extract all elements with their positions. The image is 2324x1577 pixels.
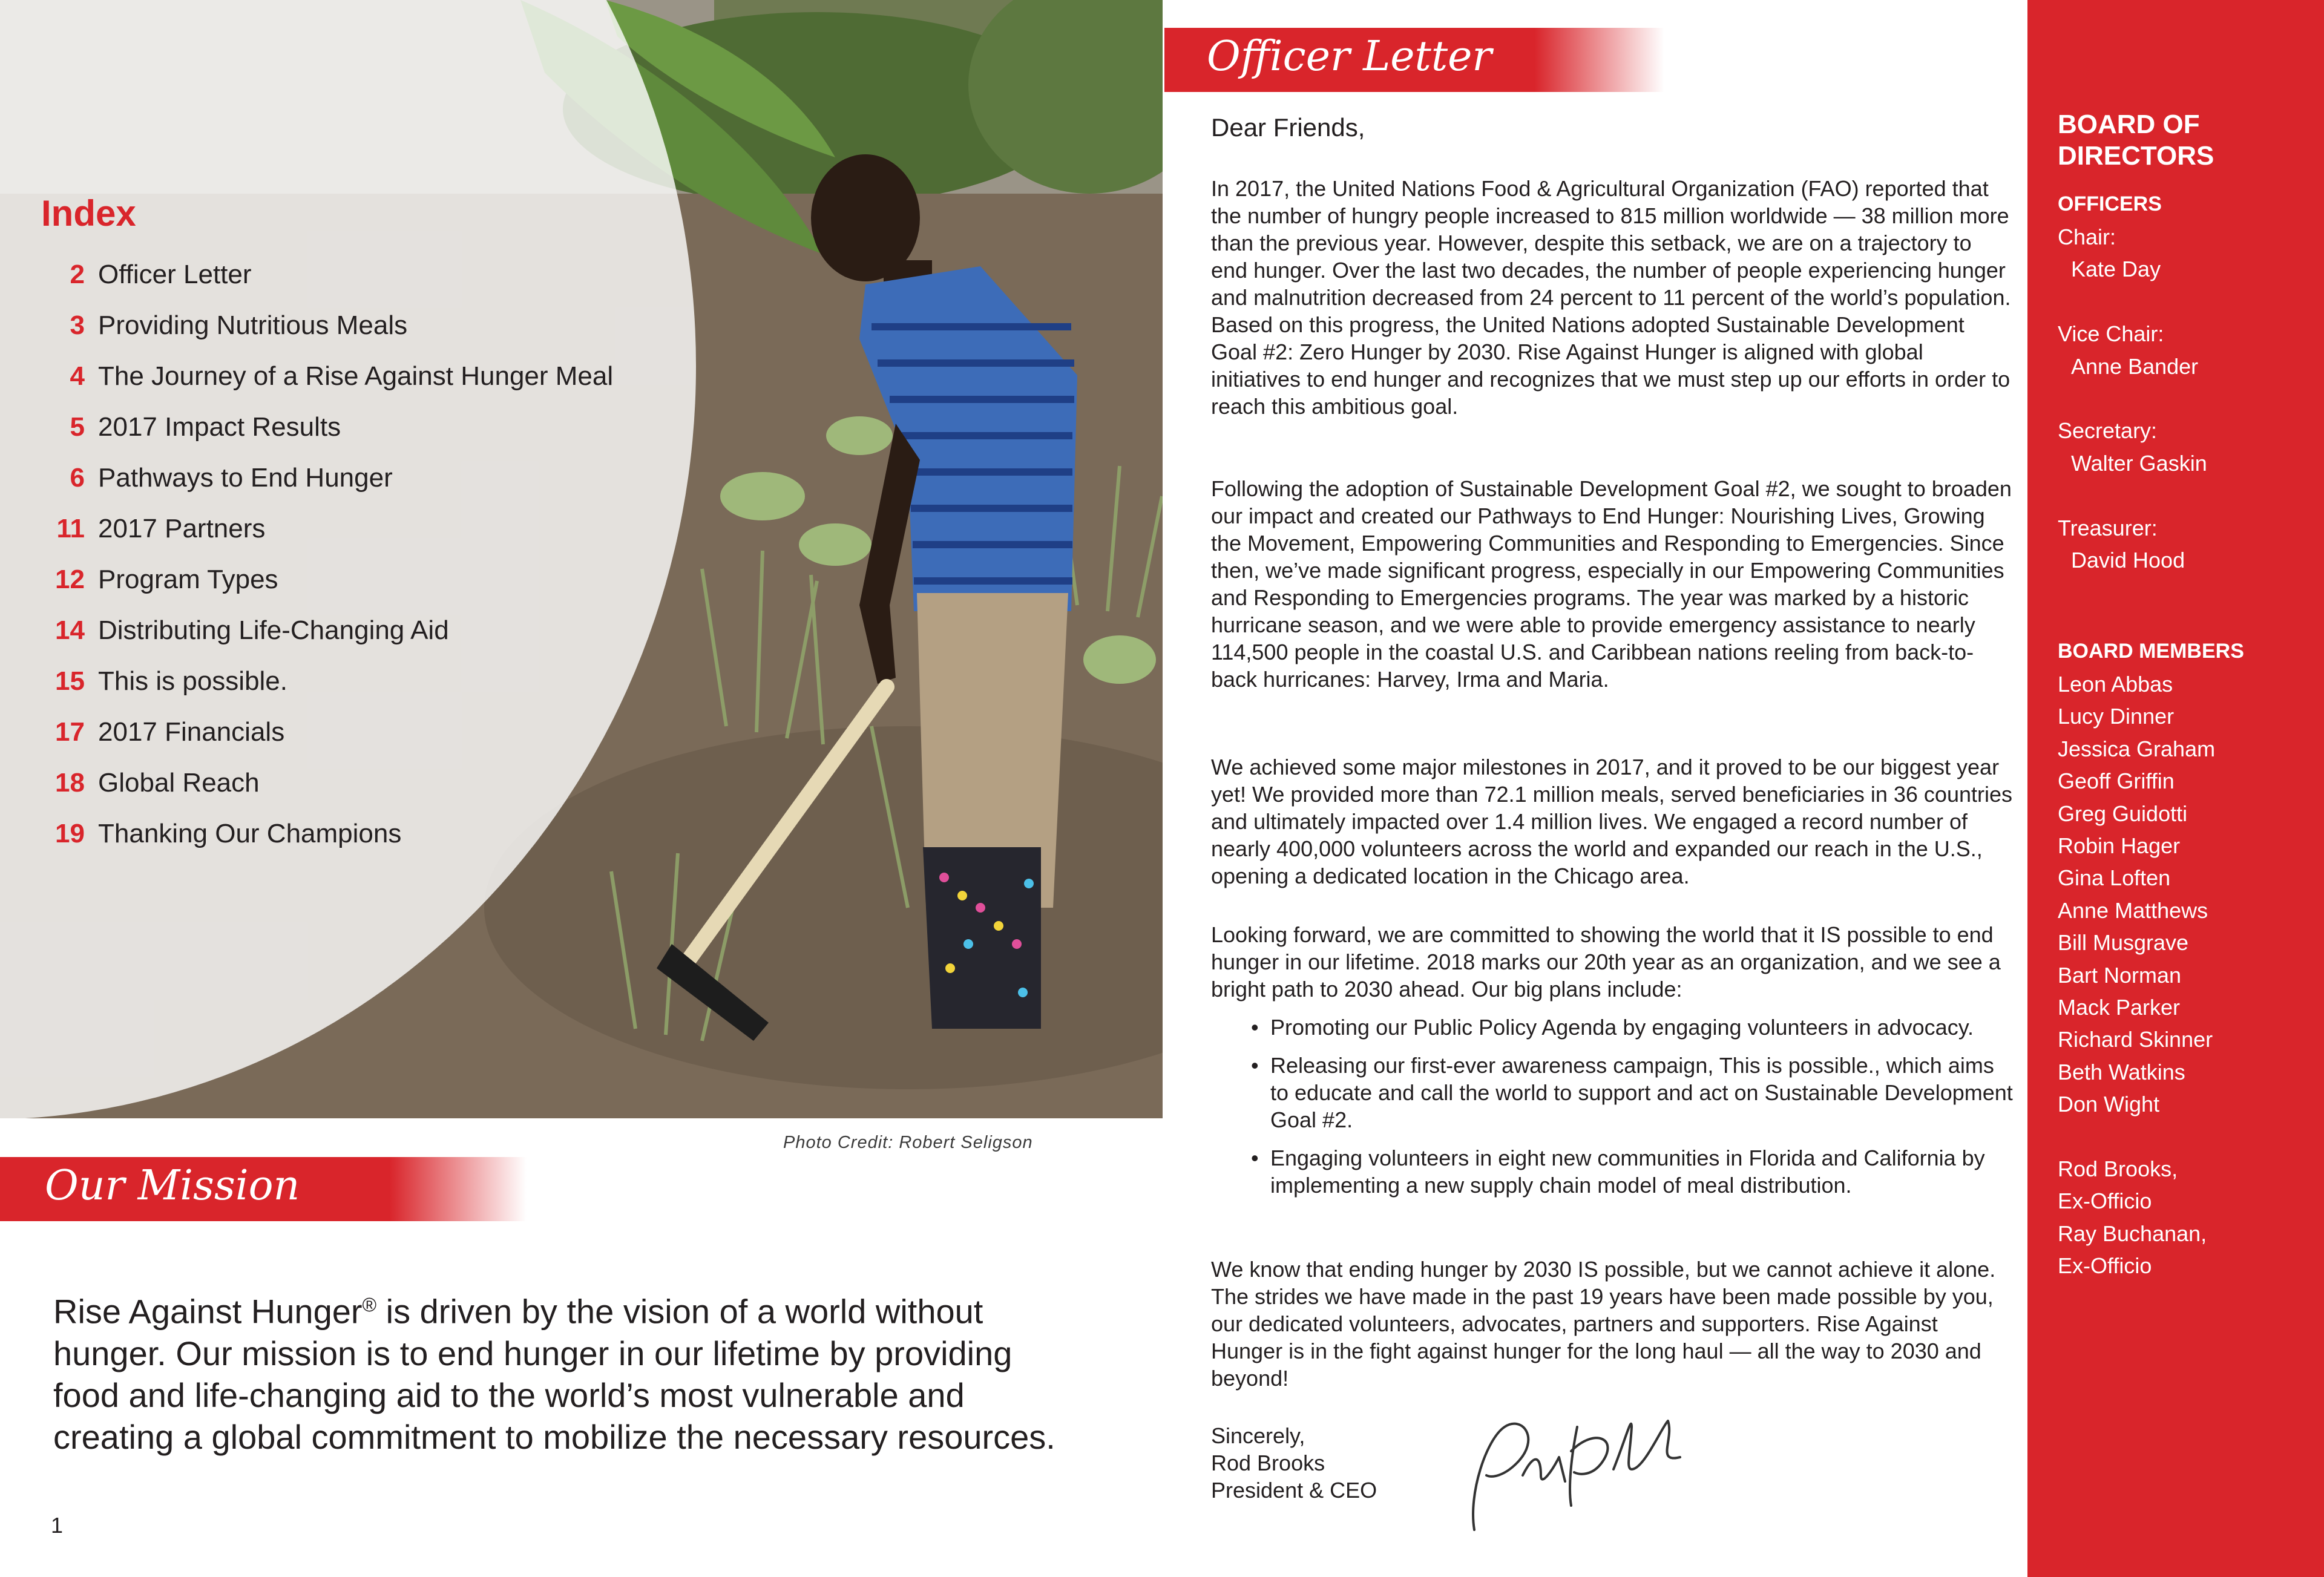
photo-credit: Photo Credit: Robert Seligson — [783, 1133, 1033, 1152]
mission-body: is driven by the vision of a world without hunger. Our mission is to end hunger in our lifetime by providing food and life-changing aid to the world’s most vulnerable and creating a global commitment to mobilize the necessary resources. — [53, 1292, 1055, 1456]
letter-paragraph: In 2017, the United Nations Food & Agricultural Organization (FAO) reported that the number of hungry people increased to 815 million worldwide — 38 million more than the previous year. However, despite this setback, we are on a trajectory to end hunger. Over the last two decades, the number of people experiencing hunger and malnutrition decreased from 24 percent to 11 percent of the world’s population. Based on this progress, the United Nations adopted Sustainable Development Goal #2: Zero Hunger by 2030. Rise Against Hunger is aligned with global initiatives to end hunger and recognizes that we must step up our efforts in order to reach this ambitious goal. — [1211, 176, 2011, 419]
officer-role: Treasurer: — [2058, 515, 2158, 540]
index-page-number: 2 — [70, 260, 85, 289]
index-item[interactable] — [41, 554, 613, 605]
spacer — [2058, 382, 2207, 415]
letter-heading-ribbon — [1164, 28, 1664, 92]
board-member: Don Wight — [2058, 1092, 2160, 1117]
registered-mark: ® — [362, 1294, 377, 1316]
index-page-number: 5 — [70, 412, 85, 442]
index-page-number: 18 — [55, 768, 85, 798]
board-member: Greg Guidotti — [2058, 801, 2188, 826]
index-title: Index — [41, 193, 136, 234]
index-item[interactable] — [41, 503, 613, 554]
index-item[interactable] — [41, 707, 613, 758]
plan-bullet: • Promoting our Public Policy Agenda by engaging volunteers in advocacy. — [1211, 1014, 2014, 1041]
mission-heading-ribbon — [0, 1157, 527, 1221]
board-member: Mack Parker — [2058, 995, 2181, 1020]
signer-title: President & CEO — [1211, 1478, 1377, 1503]
index-item[interactable] — [41, 351, 613, 402]
index-item[interactable] — [41, 605, 613, 656]
index-page-number: 4 — [70, 361, 85, 391]
mission-brand: Rise Against Hunger — [53, 1292, 363, 1331]
index-item-label: Distributing Life-Changing Aid — [98, 615, 449, 645]
index-page-number: 19 — [55, 819, 85, 848]
index-item-label: 2017 Impact Results — [98, 412, 341, 442]
officer-name: Kate Day — [2071, 257, 2161, 282]
index-item-label: This is possible. — [98, 666, 288, 696]
officer-name: Anne Bander — [2071, 353, 2199, 379]
ex-officio-line: Ray Buchanan, — [2058, 1221, 2207, 1246]
board-sidebar — [2027, 0, 2324, 1577]
board-title — [2058, 109, 2214, 172]
board-member: Anne Matthews — [2058, 897, 2208, 923]
ex-officio-line: Ex-Officio — [2058, 1253, 2152, 1279]
index-item-label: Global Reach — [98, 768, 260, 798]
index-item-label: Pathways to End Hunger — [98, 463, 393, 493]
spacer — [2058, 1121, 2215, 1153]
index-item-label: Thanking Our Champions — [98, 819, 402, 848]
index-page-number: 12 — [55, 565, 85, 594]
plan-bullet: • Engaging volunteers in eight new communities in Florida and California by implementing a new supply chain model of meal distribution. — [1211, 1144, 2014, 1199]
index-page-number: 17 — [55, 717, 85, 747]
index-item[interactable] — [41, 249, 613, 300]
page-number-left: 1 — [51, 1513, 64, 1538]
index-item[interactable] — [41, 758, 613, 808]
index-item[interactable] — [41, 402, 613, 453]
mission-statement — [53, 1284, 1070, 1458]
board-member: Bart Norman — [2058, 962, 2182, 988]
board-title-line: BOARD OF — [2058, 110, 2200, 139]
board-member: Robin Hager — [2058, 833, 2181, 859]
signer-name: Rod Brooks — [1211, 1451, 1325, 1475]
index-page-number: 6 — [70, 463, 85, 493]
officer-name: Walter Gaskin — [2071, 450, 2207, 476]
index-item[interactable] — [41, 808, 613, 859]
index-item-label: Officer Letter — [98, 260, 252, 289]
index-page-number: 3 — [70, 310, 85, 340]
spacer — [2058, 286, 2207, 318]
signoff: Sincerely, — [1211, 1423, 1305, 1448]
index-item-label: 2017 Financials — [98, 717, 285, 747]
ex-officio-line: Rod Brooks, — [2058, 1156, 2178, 1182]
index-item-label: 2017 Partners — [98, 514, 266, 543]
index-item-label: Providing Nutritious Meals — [98, 310, 408, 340]
index-item-label: The Journey of a Rise Against Hunger Meal — [98, 361, 614, 391]
spacer — [2058, 479, 2207, 511]
signature-icon — [1450, 1403, 1692, 1539]
plans-list — [1211, 1014, 2014, 1210]
officers-list — [2058, 221, 2207, 576]
letter-salutation: Dear Friends, — [1211, 113, 1365, 142]
board-member: Leon Abbas — [2058, 672, 2173, 697]
board-title-line: DIRECTORS — [2058, 141, 2214, 171]
board-member: Lucy Dinner — [2058, 704, 2175, 729]
officer-role: Secretary: — [2058, 418, 2158, 444]
officer-name: David Hood — [2071, 548, 2185, 573]
officers-heading: OFFICERS — [2058, 192, 2162, 215]
members-list — [2058, 668, 2215, 1282]
officer-role: Vice Chair: — [2058, 321, 2164, 347]
index-item[interactable] — [41, 300, 613, 351]
officer-role: Chair: — [2058, 225, 2116, 249]
closing-paragraph: We know that ending hunger by 2030 IS possible, but we cannot achieve it alone. The strides we have made in the past 19 years have been made possible by you, our dedicated volunteers, advocates, partners and supporters. Rise Against Hunger is in the fight against hunger for the long haul — all the way to 2030 and beyond! — [1211, 1257, 1996, 1391]
board-member: Richard Skinner — [2058, 1027, 2213, 1052]
index-page-number: 15 — [55, 666, 85, 696]
board-member: Gina Loften — [2058, 865, 2171, 891]
index-list — [41, 249, 613, 859]
board-member: Beth Watkins — [2058, 1059, 2185, 1084]
letter-paragraph: Following the adoption of Sustainable Development Goal #2, we sought to broaden our impact and created our Pathways to End Hunger: Nourishing Lives, Growing the Movement, Empowering Communities and Responding to Emergencies. Since then, we’ve made significant progress, especially in our Empowering Communities and Responding to Emergencies programs. The year was marked by a historic hurricane season, and we were able to provide emergency assistance to nearly 114,500 people in the coastal U.S. and Caribbean nations reeling from back-to-back hurricanes: Harvey, Irma and Maria. — [1211, 476, 2012, 692]
members-heading: BOARD MEMBERS — [2058, 640, 2244, 663]
board-member: Jessica Graham — [2058, 736, 2216, 761]
board-member: Bill Musgrave — [2058, 930, 2189, 956]
index-item[interactable] — [41, 656, 613, 707]
mission-heading: Our Mission — [45, 1162, 300, 1210]
letter-paragraph: We achieved some major milestones in 2017, and it proved to be our biggest year yet! We provided more than 72.1 million meals, served beneficiaries in 36 countries and ultimately impacted over 1.4 million lives. We engaged a record number of nearly 400,000 volunteers across the world and expanded our reach in the U.S., opening a dedicated location in the Chicago area. — [1211, 755, 2013, 888]
plan-bullet: • Releasing our first-ever awareness campaign, This is possible., which aims to educate and call the world to support and act on Sustainable Development Goal #2. — [1211, 1052, 2014, 1133]
letter-paragraph: Looking forward, we are committed to showing the world that it IS possible to end hunger in our lifetime. 2018 marks our 20th year as an organization, and we see a bright path to 2030 ahead. Our big plans include: — [1211, 922, 2001, 1002]
letter-heading: Officer Letter — [1207, 33, 1492, 80]
index-page-number: 14 — [55, 615, 85, 645]
board-member: Geoff Griffin — [2058, 769, 2175, 794]
index-item-label: Program Types — [98, 565, 278, 594]
ex-officio-line: Ex-Officio — [2058, 1188, 2152, 1214]
index-page-number: 11 — [56, 514, 85, 543]
index-item[interactable] — [41, 453, 613, 503]
